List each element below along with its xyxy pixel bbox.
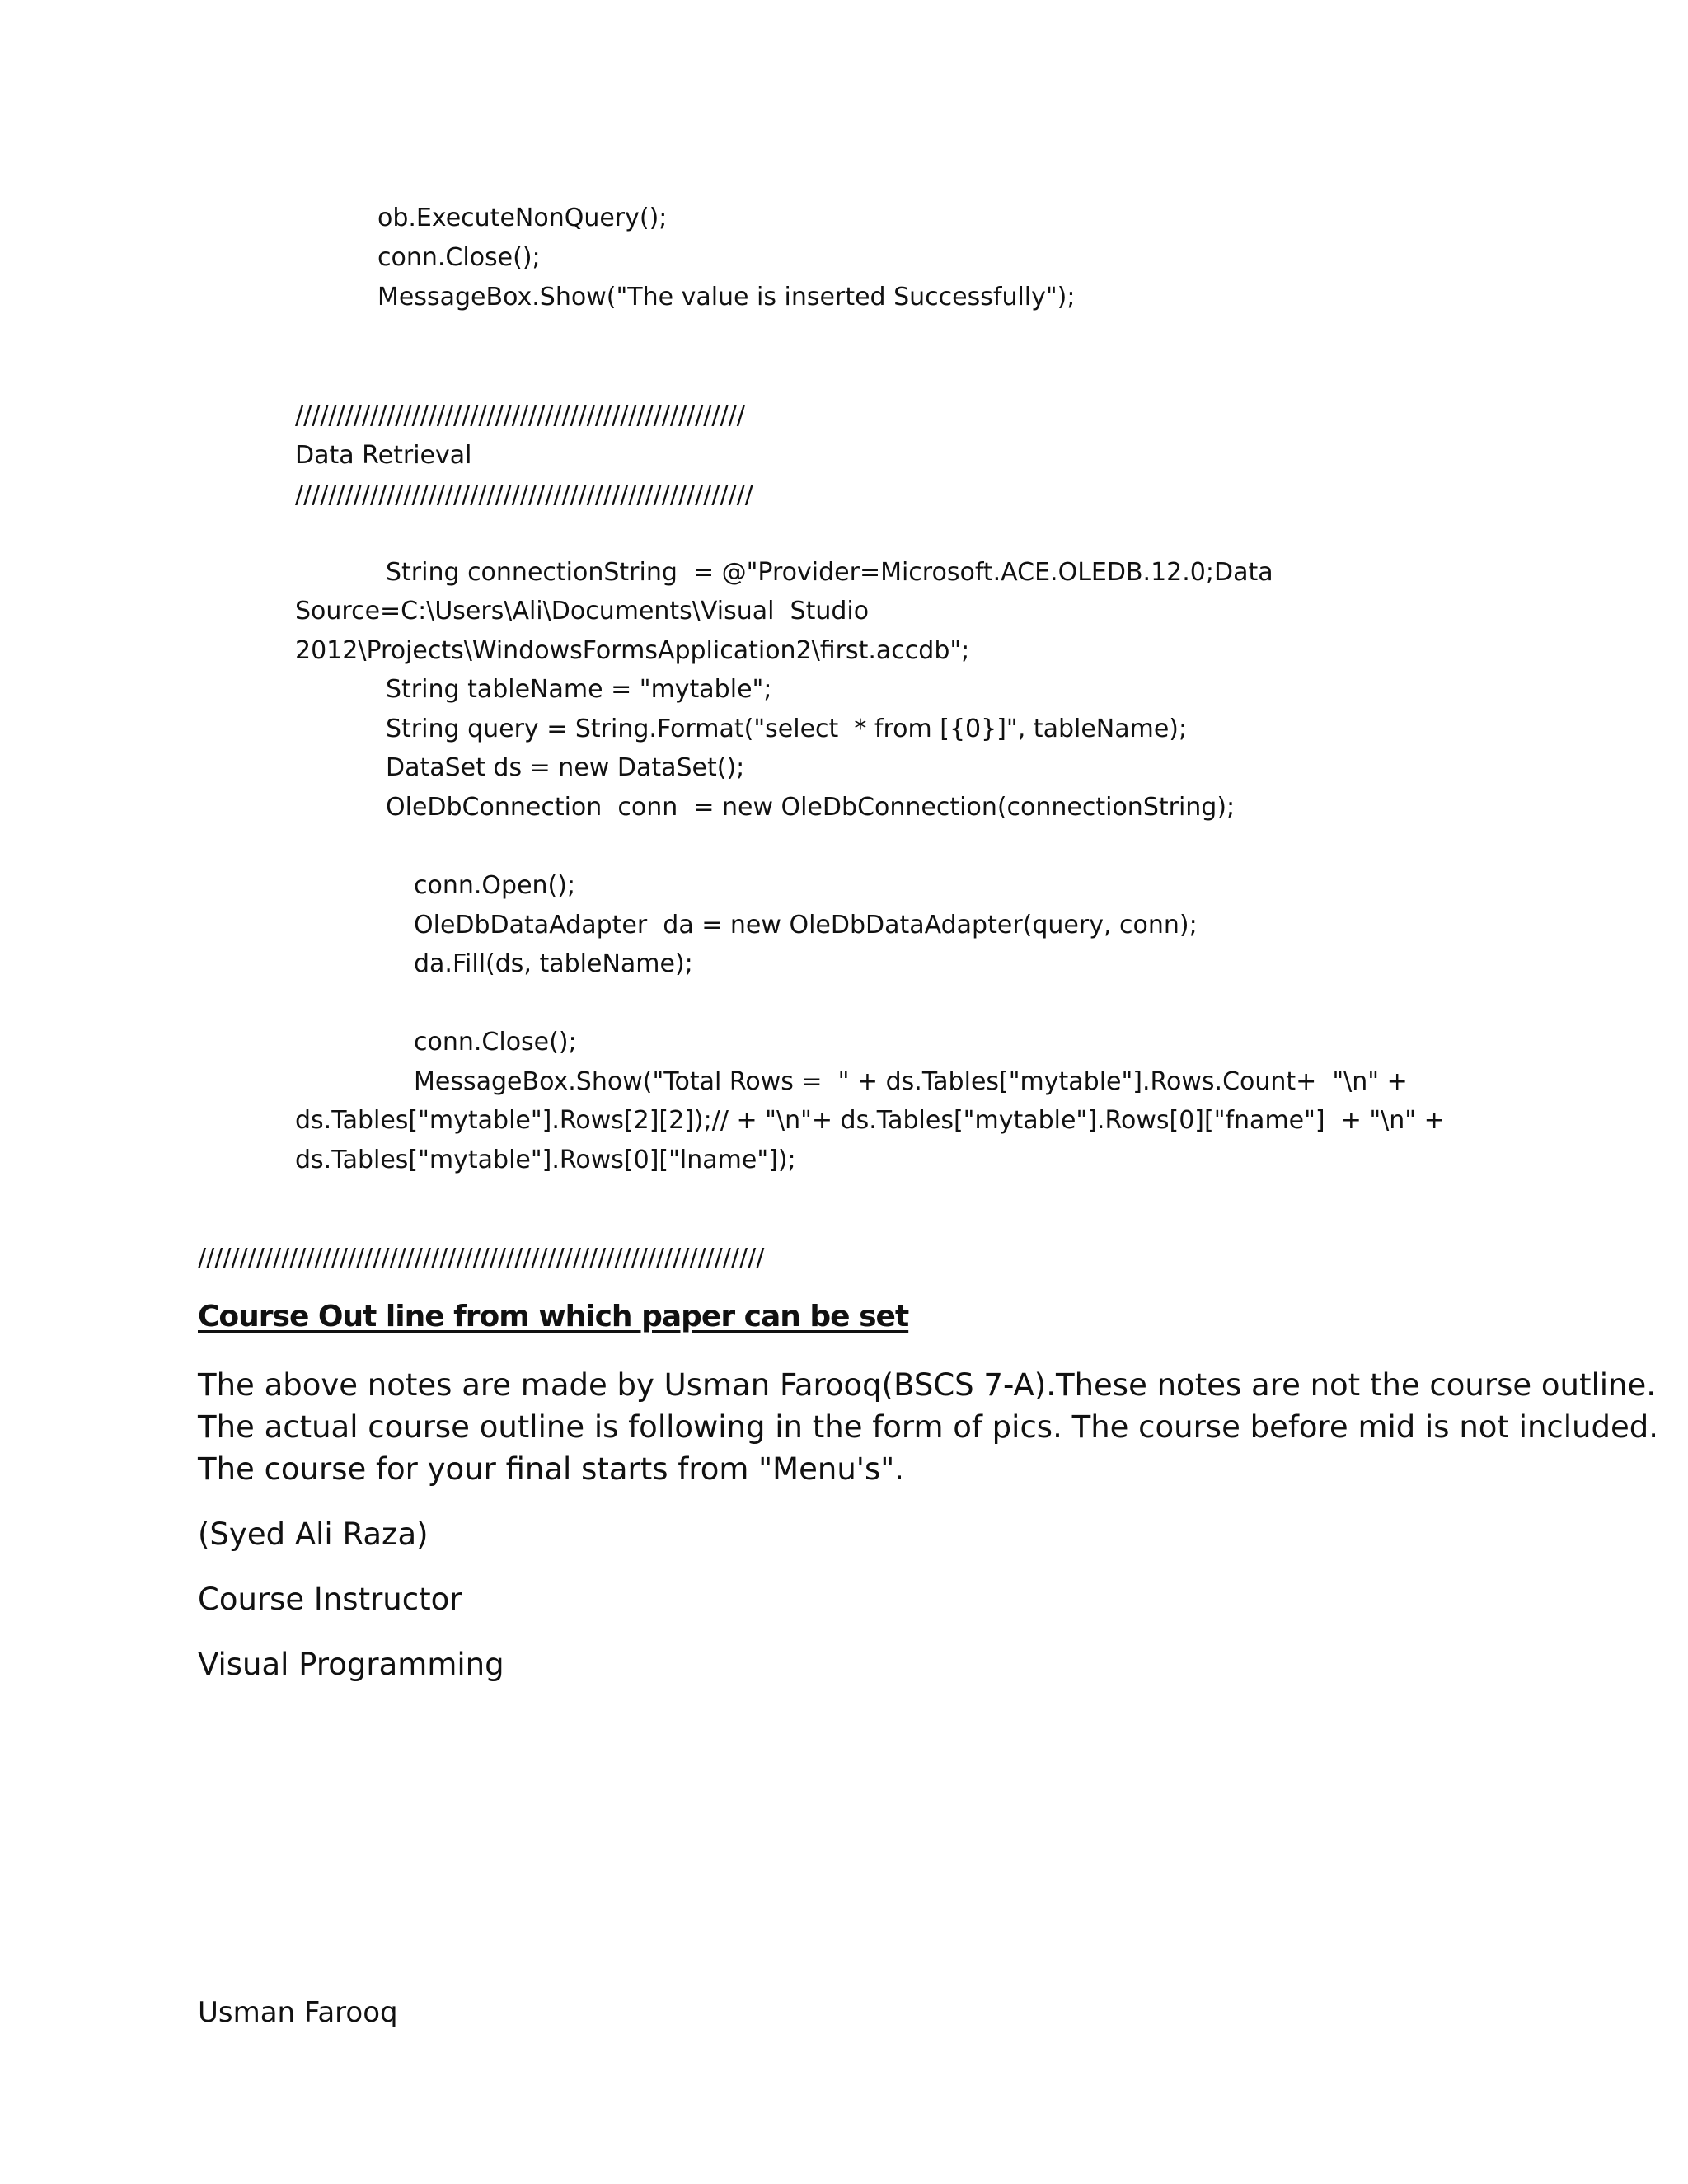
notes-paragraph-line: The course for your final starts from "Menu's". — [198, 1451, 904, 1487]
footer-author: Usman Farooq — [198, 1996, 398, 2029]
code-line: conn.Close(); — [377, 243, 541, 272]
code-line: OleDbDataAdapter da = new OleDbDataAdapter(query, conn); — [414, 911, 1198, 940]
code-line: da.Fill(ds, tableName); — [414, 949, 693, 978]
code-line: conn.Open(); — [414, 871, 576, 900]
notes-paragraph-line: The actual course outline is following in the form of pics. The course before mid is not included. — [198, 1409, 1658, 1445]
code-line: 2012\Projects\WindowsFormsApplication2\first.accdb"; — [295, 636, 970, 665]
course-outline-heading: Course Out line from which paper can be set — [198, 1300, 909, 1333]
code-line: String tableName = "mytable"; — [386, 675, 772, 704]
section-title: Data Retrieval — [295, 441, 472, 470]
code-line: ds.Tables["mytable"].Rows[0]["lname"]); — [295, 1146, 796, 1174]
code-line: MessageBox.Show("Total Rows = " + ds.Tables["mytable"].Rows.Count+ "\n" + — [414, 1067, 1408, 1096]
instructor-name: (Syed Ali Raza) — [198, 1516, 429, 1552]
code-line: String connectionString = @"Provider=Microsoft.ACE.OLEDB.12.0;Data — [386, 558, 1273, 587]
separator-line: ////////////////////////////////////////////////////// — [295, 401, 745, 430]
code-line: conn.Close(); — [414, 1028, 577, 1057]
course-subject: Visual Programming — [198, 1647, 504, 1682]
code-line: MessageBox.Show("The value is inserted Successfully"); — [377, 283, 1076, 312]
notes-paragraph-line: The above notes are made by Usman Farooq(BSCS 7-A).These notes are not the course outline. — [198, 1367, 1657, 1403]
code-line: DataSet ds = new DataSet(); — [386, 753, 745, 782]
separator-line: /////////////////////////////////////////////////////// — [295, 480, 753, 509]
code-line: ds.Tables["mytable"].Rows[2][2]);// + "\n"+ ds.Tables["mytable"].Rows[0]["fname"] + "\n" + — [295, 1106, 1445, 1135]
code-line: OleDbConnection conn = new OleDbConnection(connectionString); — [386, 793, 1236, 822]
instructor-role: Course Instructor — [198, 1582, 462, 1617]
code-line: String query = String.Format("select * from [{0}]", tableName); — [386, 715, 1188, 743]
code-line: ob.ExecuteNonQuery(); — [377, 204, 668, 232]
code-line: Source=C:\Users\Ali\Documents\Visual Studio — [295, 597, 870, 626]
separator-line: //////////////////////////////////////////////////////////////////// — [198, 1244, 765, 1272]
